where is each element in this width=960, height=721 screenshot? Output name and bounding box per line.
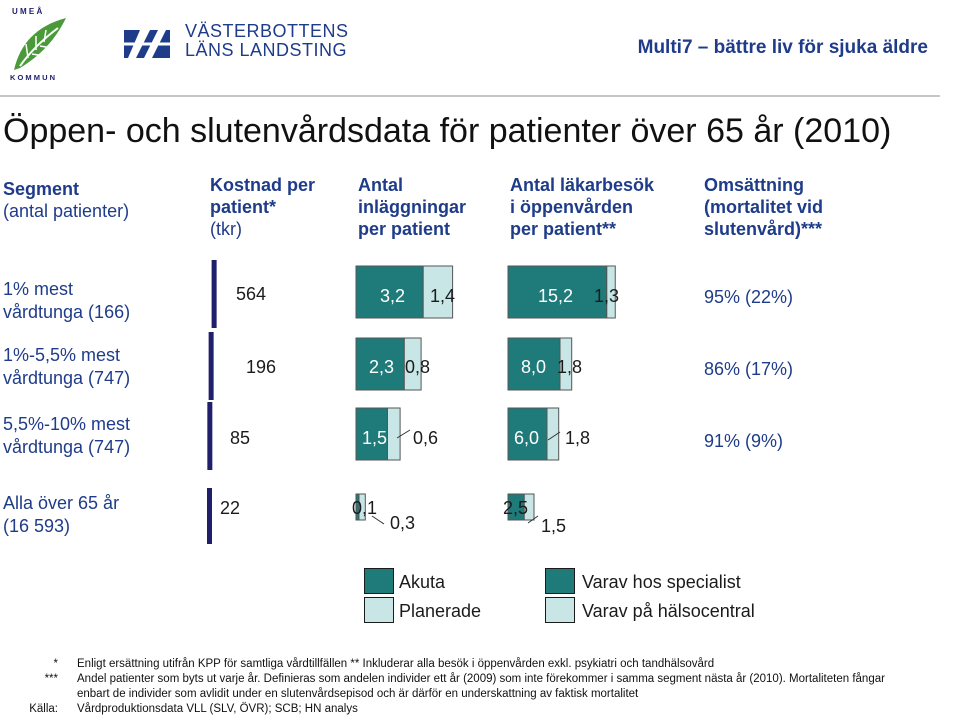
cost-label-2: 196 (246, 357, 277, 377)
col-header-turnover-line1: Omsättning (704, 175, 805, 195)
col-header-admissions-line3: per patient (358, 219, 451, 239)
admissions-b-bar-3 (388, 408, 401, 460)
visits-b-label-1: 1,3 (594, 286, 620, 306)
footnote-2-text: Andel patienter som byts ut varje år. Definieras som andelen individer ett år (2009) som inte förekommer i samma segment nästa år (2010). Mortaliteten fångar (77, 673, 885, 685)
visits-a-label-3: 6,0 (514, 428, 540, 448)
visits-b-label-2: 1,8 (557, 357, 583, 377)
row-label-3-line2: vårdtunga (747) (3, 437, 131, 457)
footnote-3-text: enbart de individer som avlidit under en slutenvårdsepisod och är därför en underskattning av faktisk mortalitet (77, 688, 639, 700)
footnote-1-text: Enligt ersättning utifrån KPP för samtliga vårdtillfällen ** Inkluderar alla besök i öppenvården exkl. psykiatri och tandhälsovård (77, 658, 715, 670)
project-title: Multi7 – bättre liv för sjuka äldre (637, 37, 928, 58)
cost-label-3: 85 (230, 428, 251, 448)
row-label-4-line2: (16 593) (3, 516, 71, 536)
footnote-1-mark: * (53, 658, 58, 670)
admissions-b-label-1: 1,4 (430, 286, 456, 306)
col-header-cost-line2: patient* (210, 197, 277, 217)
col-header-admissions-line2: inläggningar (358, 197, 466, 217)
col-header-turnover-line3: slutenvård)*** (704, 219, 823, 239)
col-header-cost-line3: (tkr) (210, 219, 242, 239)
umea-bottom-text: K O M M U N (10, 73, 55, 82)
visits-a-label-1: 15,2 (538, 286, 574, 306)
admissions-b-label-2: 0,8 (405, 357, 431, 377)
legend-label-acute: Akuta (399, 572, 446, 592)
legend-swatch-planned (364, 597, 394, 623)
admissions-a-label-4: 0,1 (352, 498, 378, 518)
row-label-1-line1: 1% mest (3, 279, 74, 299)
footnote-1 (0, 658, 960, 673)
cost-bar-2 (209, 332, 214, 400)
admissions-a-label-2: 2,3 (369, 357, 395, 377)
page-title: Öppen- och slutenvårdsdata för patienter över 65 år (2010) (3, 112, 892, 150)
legend-label-primary: Varav på hälsocentral (582, 601, 755, 621)
admissions-tick-4 (372, 516, 384, 524)
row-label-2-line1: 1%-5,5% mest (3, 345, 121, 365)
footnote-4-text: Vårdproduktionsdata VLL (SLV, ÖVR); SCB; HN analys (77, 703, 358, 715)
footnote-4 (0, 703, 960, 718)
legend-label-planned: Planerade (399, 601, 482, 621)
turnover-row-1: 95% (22%) (704, 287, 794, 307)
col-header-turnover-line2: (mortalitet vid (704, 197, 824, 217)
col-header-admissions-line1: Antal (358, 175, 403, 195)
umea-top-text: U M E Å (12, 7, 43, 16)
col-header-visits-line1: Antal läkarbesök (510, 175, 655, 195)
visits-b-label-4: 1,5 (541, 516, 567, 536)
footnote-3 (0, 688, 960, 703)
legend-swatch-primary (545, 597, 575, 623)
row-label-1-line2: vårdtunga (166) (3, 302, 131, 322)
footnote-4-mark: Källa: (29, 703, 58, 715)
turnover-row-3: 91% (9%) (704, 431, 784, 451)
col-header-visits-line3: per patient** (510, 219, 617, 239)
vll-line1: VÄSTERBOTTENS (185, 21, 349, 41)
cost-bar-1 (212, 260, 217, 328)
footnotes (0, 658, 960, 718)
legend-swatch-specialist (545, 568, 575, 594)
cost-label-1: 564 (236, 284, 267, 304)
cost-label-4: 22 (220, 498, 241, 518)
row-label-4-line1: Alla över 65 år (3, 493, 120, 513)
visits-a-label-4: 2,5 (503, 498, 529, 518)
admissions-a-label-3: 1,5 (362, 428, 388, 448)
footnote-2 (0, 673, 960, 688)
vll-line2: LÄNS LANDSTING (185, 40, 348, 60)
col-header-cost-line1: Kostnad per (210, 175, 316, 195)
legend-label-specialist: Varav hos specialist (582, 572, 741, 592)
footnote-2-mark: *** (44, 673, 58, 685)
col-header-segment-line1: Segment (3, 179, 80, 199)
col-header-segment-line2: (antal patienter) (3, 201, 130, 221)
admissions-b-label-4: 0,3 (390, 513, 416, 533)
admissions-a-label-1: 3,2 (380, 286, 406, 306)
visits-b-label-3: 1,8 (565, 428, 591, 448)
col-header-visits-line2: i öppenvården (510, 197, 634, 217)
visits-a-label-2: 8,0 (521, 357, 547, 377)
cost-bar-3 (207, 402, 212, 470)
cost-bar-4 (207, 488, 212, 544)
row-label-2-line2: vårdtunga (747) (3, 368, 131, 388)
turnover-row-2: 86% (17%) (704, 359, 794, 379)
admissions-b-label-3: 0,6 (413, 428, 439, 448)
legend-swatch-acute (364, 568, 394, 594)
row-label-3-line1: 5,5%-10% mest (3, 414, 131, 434)
